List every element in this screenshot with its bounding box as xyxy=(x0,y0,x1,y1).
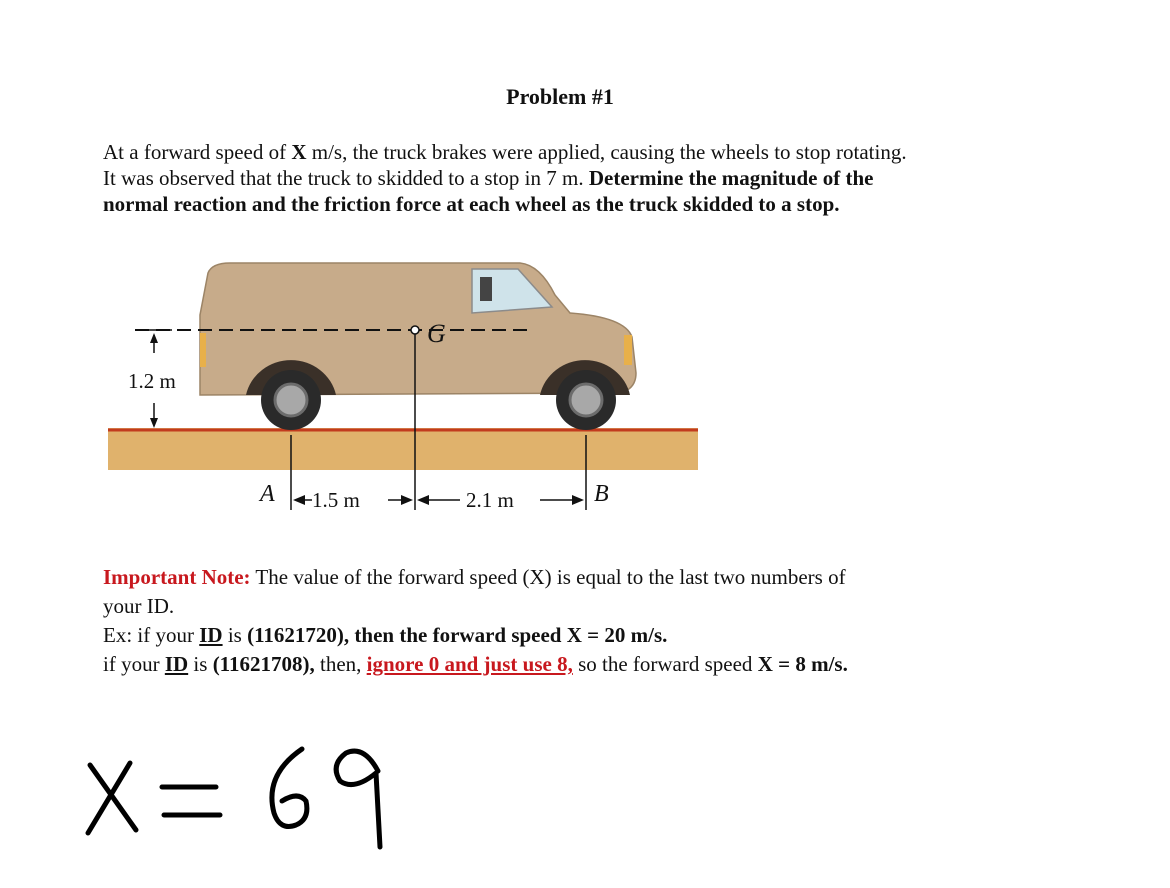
id-word: ID xyxy=(164,652,189,676)
handwritten-answer xyxy=(78,735,398,855)
point-b-label: B xyxy=(594,481,609,507)
text-run: m/s, the truck brakes were applied, causing the wheels to stop rotating. xyxy=(306,140,907,164)
text-run: It was observed that the truck to skidded to a stop in 7 m. xyxy=(103,166,589,190)
problem-line-1 xyxy=(103,139,1063,165)
cg-marker xyxy=(411,326,419,334)
text-run: is xyxy=(188,652,213,676)
speed-variable: X xyxy=(291,140,307,164)
task-text: Determine the magnitude of the xyxy=(588,166,874,190)
side-mirror xyxy=(480,277,492,301)
text-run: so the forward speed xyxy=(572,652,758,676)
text-run: is xyxy=(222,623,248,647)
dist-gb-label: 2.1 m xyxy=(466,488,514,512)
note-line-3 xyxy=(103,621,1063,650)
hand-x xyxy=(88,763,136,833)
text-run: The value of the forward speed (X) is equal to the last two numbers of xyxy=(250,565,846,589)
g-label: G xyxy=(427,319,446,348)
rear-light xyxy=(200,333,206,367)
note-label: Important Note: xyxy=(103,565,251,589)
hand-9 xyxy=(336,751,380,847)
note-line-2: your ID. xyxy=(103,594,175,618)
example-2-speed: X = 8 m/s. xyxy=(757,652,848,676)
dim-ag-arrow-right xyxy=(401,495,413,505)
hand-6 xyxy=(272,749,307,827)
height-label: 1.2 m xyxy=(128,369,176,393)
dist-ag-label: 1.5 m xyxy=(312,488,360,512)
problem-line-2 xyxy=(103,165,1063,191)
example-1: (11621720), then the forward speed X = 20 m/s. xyxy=(247,623,668,647)
note-line-1 xyxy=(103,563,1063,592)
example-2-id: (11621708), xyxy=(212,652,315,676)
ground xyxy=(108,428,698,470)
important-note xyxy=(103,563,1063,679)
point-a-label: A xyxy=(260,481,275,507)
front-rim xyxy=(570,384,602,416)
rear-rim xyxy=(275,384,307,416)
height-arrowhead-down xyxy=(150,418,158,428)
height-arrowhead-up xyxy=(150,333,158,343)
text-run: if your xyxy=(103,652,165,676)
problem-statement xyxy=(103,139,1063,217)
text-run: At a forward speed of xyxy=(103,140,292,164)
problem-line-3: normal reaction and the friction force at each wheel as the truck skidded to a stop. xyxy=(103,192,840,216)
hand-equals xyxy=(162,787,220,815)
id-word: ID xyxy=(199,623,223,647)
text-run: Ex: if your xyxy=(103,623,200,647)
dim-gb-arrow-right xyxy=(572,495,584,505)
truck-figure xyxy=(100,255,720,535)
problem-title: Problem #1 xyxy=(506,84,614,109)
ignore-zero-text: ignore 0 and just use 8, xyxy=(366,652,573,676)
note-line-4 xyxy=(103,650,1063,679)
front-light xyxy=(624,335,632,365)
text-run: then, xyxy=(314,652,367,676)
